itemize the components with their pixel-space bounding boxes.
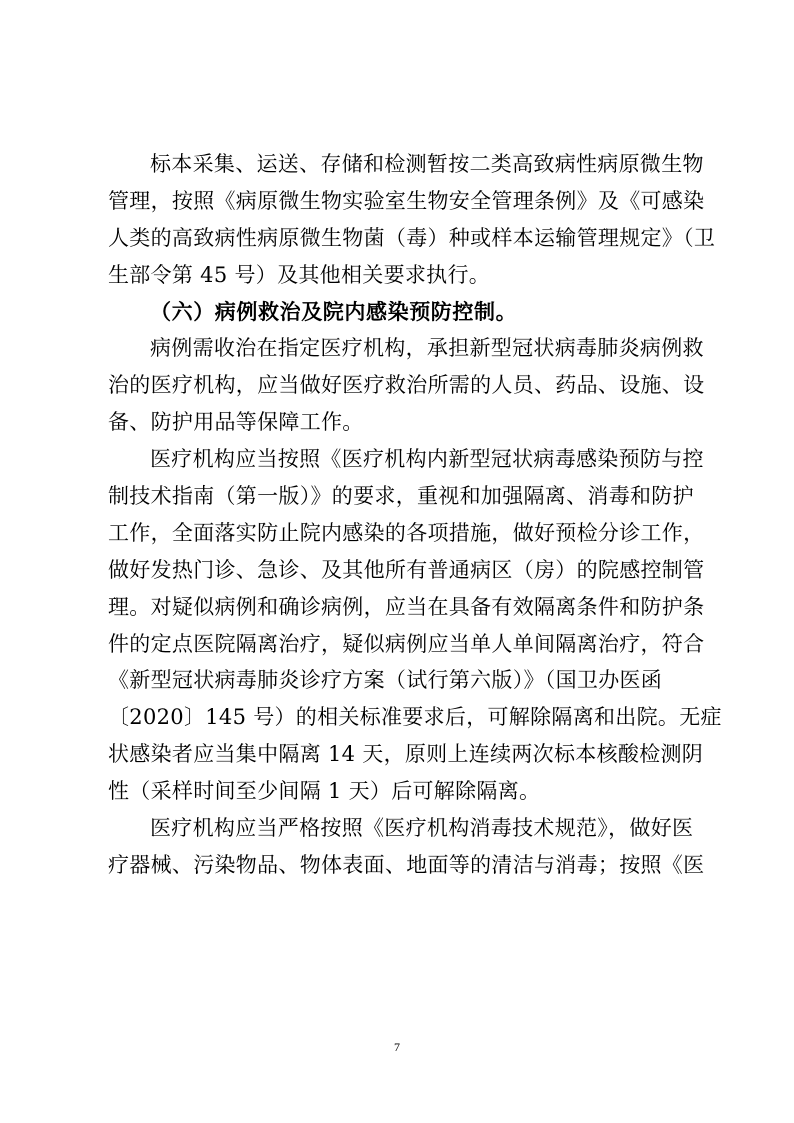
paragraph-infection-control-line: 〔2020〕145 号）的相关标准要求后，可解除隔离和出院。无症: [108, 705, 722, 730]
paragraph-infection-control-line: 件的定点医院隔离治疗，疑似病例应当单人单间隔离治疗，符合: [108, 631, 705, 656]
paragraph-specimen-handling-line: 人类的高致病性病原微生物菌（毒）种或样本运输管理规定》（卫: [108, 225, 716, 250]
section-heading-case-treatment: （六）病例救治及院内感染预防控制。: [150, 298, 518, 324]
paragraph-specimen-handling-line: 标本采集、运送、存储和检测暂按二类高致病性病原微生物: [150, 152, 704, 176]
paragraph-infection-control-line: 状感染者应当集中隔离 14 天，原则上连续两次标本核酸检测阴: [108, 742, 704, 767]
document-body: [108, 146, 722, 884]
paragraph-specimen-handling-line: 管理，按照《病原微生物实验室生物安全管理条例》及《可感染: [108, 188, 705, 213]
paragraph-infection-control-line: 医疗机构应当按照《医疗机构内新型冠状病毒感染预防与控: [150, 447, 704, 472]
paragraph-infection-control-line: 制技术指南（第一版）》的要求，重视和加强隔离、消毒和防护: [108, 484, 694, 509]
paragraph-designated-hospitals-line: 治的医疗机构，应当做好医疗救治所需的人员、药品、设施、设: [108, 373, 705, 398]
paragraph-disinfection-line: 医疗机构应当严格按照《医疗机构消毒技术规范》，做好医: [150, 816, 694, 841]
paragraph-designated-hospitals-line: 病例需收治在指定医疗机构，承担新型冠状病毒肺炎病例救: [150, 336, 704, 361]
paragraph-specimen-handling-line: 生部令第 45 号）及其他相关要求执行。: [108, 262, 491, 287]
page-number: 7: [394, 1040, 400, 1054]
paragraph-disinfection-line: 疗器械、污染物品、物体表面、地面等的清洁与消毒；按照《医: [108, 852, 705, 877]
paragraph-infection-control-line: 《新型冠状病毒肺炎诊疗方案（试行第六版）》（国卫办医函: [108, 668, 663, 693]
paragraph-infection-control-line: 理。对疑似病例和确诊病例，应当在具备有效隔离条件和防护条: [108, 594, 705, 619]
paragraph-infection-control-line: 性（采样时间至少间隔 1 天）后可解除隔离。: [108, 779, 541, 804]
paragraph-designated-hospitals-line: 备、防护用品等保障工作。: [108, 410, 364, 435]
paragraph-infection-control-line: 做好发热门诊、急诊、及其他所有普通病区（房）的院感控制管: [108, 557, 705, 582]
paragraph-infection-control-line: 工作，全面落实防止院内感染的各项措施，做好预检分诊工作，: [108, 520, 705, 545]
